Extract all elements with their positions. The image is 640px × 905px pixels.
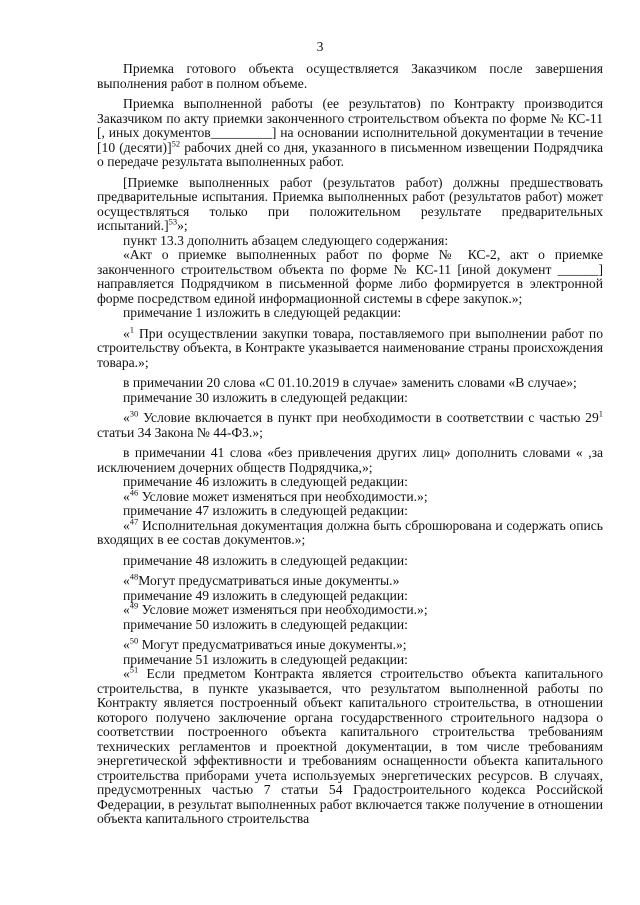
paragraph-p7 [97, 323, 603, 371]
page-number: 3 [316, 39, 324, 54]
paragraph-p8 [97, 376, 603, 391]
footnote-ref: 49 [129, 600, 139, 611]
paragraph-p9 [97, 391, 603, 406]
paragraph-p5 [97, 248, 603, 306]
paragraph-text: примечание 1 изложить в следующей редакции: [123, 305, 402, 320]
paragraph-text: « [123, 517, 130, 533]
paragraph-text: примечание 48 изложить в следующей редакции: [123, 552, 408, 568]
paragraph-text: « [123, 488, 130, 504]
paragraph-p12 [97, 475, 603, 490]
paragraph-text: пункт 13.3 дополнить абзацем следующего содержания: [123, 232, 449, 248]
paragraph-text: Приемка выполненной работы (ее результатов) по Контракту производится Заказчиком по акту приемки законченного строительством объекта по форме № КС-11 [, иных документов_________] на основании исполнительной документации в течение [10 (десяти)] [97, 96, 603, 155]
paragraph-p1 [97, 62, 603, 91]
footnote-ref: 51 [129, 664, 139, 675]
footnote-ref: 1 [598, 408, 603, 419]
paragraph-text: рабочих дней со дня, указанного в письменном извещении Подрядчика о передаче результата выполненных работ. [97, 139, 604, 169]
paragraph-p20 [97, 618, 603, 633]
footnote-ref: 50 [129, 635, 139, 646]
paragraph-text: Могут предусматриваться иные документы.»; [138, 637, 407, 652]
paragraph-text: Условие включается в пункт при необходимости в соответствии с частью 29 [138, 410, 599, 425]
paragraph-p13 [97, 486, 603, 505]
paragraph-text: Исполнительная документация должна быть сброшюрована и содержать опись входящих в ее состав документов.»; [97, 517, 603, 547]
paragraph-text: Условие может изменяться при необходимости.»; [138, 602, 428, 617]
paragraph-text: Если предметом Контракта является строительство объекта капитального строительства, в пункте указывается, что результатом выполненной работы по Контракту является построенный объект капитального строительства, в отношении которого получено заключение органа государственного строительного надзора о соответствии построенного объекта капитального строительства требованиям технических регламентов и проектной документации, в том числе требованиям энергетической эффективности и требованиям оснащенности объекта капитального строительства приборами учета используемых энергетических ресурсов. В случаях, предусмотренных частью 7 статьи 54 Градостроительного кодекса Российской Федерации, в результат выполненных работ включается также получение в отношении объекта капитального строительства [97, 666, 603, 826]
paragraph-p2 [97, 97, 603, 170]
paragraph-text: в примечании 41 слова «без привлечения других лиц» дополнить словами « ,за исключением дочерних обществ Подрядчика,»; [97, 445, 603, 475]
paragraph-text: [Приемке выполненных работ (результатов работ) должны предшествовать предварительные испытания. Приемка выполненных работ (результатов работ) может осуществляться только при положительном результате предварительных испытаний.] [97, 174, 603, 233]
paragraph-text: Условие может изменяться при необходимости.»; [138, 488, 428, 504]
paragraph-text: « [123, 602, 130, 617]
paragraph-text: Могут предусматриваться иные документы.» [138, 573, 400, 588]
paragraph-text: примечание 47 изложить в следующей редакции: [123, 503, 408, 518]
paragraph-text: »; [177, 218, 188, 233]
paragraph-text: примечание 46 изложить в следующей редакции: [123, 474, 408, 489]
paragraph-p15 [97, 515, 603, 548]
paragraph-text: « [123, 325, 130, 341]
paragraph-text: « [123, 573, 130, 588]
footnote-ref: 52 [171, 137, 181, 148]
paragraph-p23 [97, 664, 603, 827]
paragraph-text: «Акт о приемке выполненных работ по форме № КС-2, акт о приемке законченного строительством объекта по форме № КС-11 [иной документ ______] направляется Подрядчиком в письменной форме либо формируется в электронной форме посредством единой информационной системы в сфере закупок.»; [97, 247, 603, 306]
paragraph-p11 [97, 446, 603, 475]
paragraph-text: « [123, 410, 130, 425]
paragraph-p22 [97, 653, 603, 668]
paragraph-p4 [97, 234, 603, 249]
footnote-ref: 47 [129, 515, 139, 526]
paragraph-p19 [97, 600, 603, 618]
paragraph-text: статьи 34 Закона № 44-ФЗ.»; [97, 424, 263, 440]
paragraph-p16 [97, 554, 603, 569]
paragraph-p6 [97, 306, 603, 321]
paragraph-p21 [97, 635, 603, 653]
paragraph-text: « [123, 666, 130, 681]
paragraph-p10 [97, 408, 603, 440]
paragraph-text: примечание 49 изложить в следующей редакции: [123, 587, 408, 603]
paragraph-text: Приемка готового объекта осуществляется Заказчиком после завершения выполнения работ в полном объеме. [97, 61, 603, 91]
paragraph-p18 [97, 589, 603, 604]
paragraph-text: При осуществлении закупки товара, поставляемого при выполнении работ по строительству объекта, в Контракте указывается наименование страны происхождения товара.»; [97, 325, 603, 370]
paragraph-text: примечание 51 изложить в следующей редакции: [123, 651, 408, 667]
paragraph-text: примечание 30 изложить в следующей редакции: [123, 389, 408, 405]
footnote-ref: 46 [129, 486, 139, 497]
footnote-ref: 48 [129, 571, 139, 582]
footnote-ref: 30 [129, 408, 139, 419]
paragraph-text: в примечании 20 слова «С 01.10.2019 в случае» заменить словами «В случае»; [123, 375, 577, 390]
paragraph-p17 [97, 571, 603, 589]
paragraph-p14 [97, 504, 603, 519]
footnote-ref: 53 [168, 216, 178, 227]
paragraph-text: примечание 50 изложить в следующей редакции: [123, 616, 408, 632]
paragraph-text: « [123, 637, 130, 652]
paragraph-p3 [97, 176, 603, 234]
footnote-ref: 1 [129, 323, 135, 334]
document-body [97, 62, 603, 827]
